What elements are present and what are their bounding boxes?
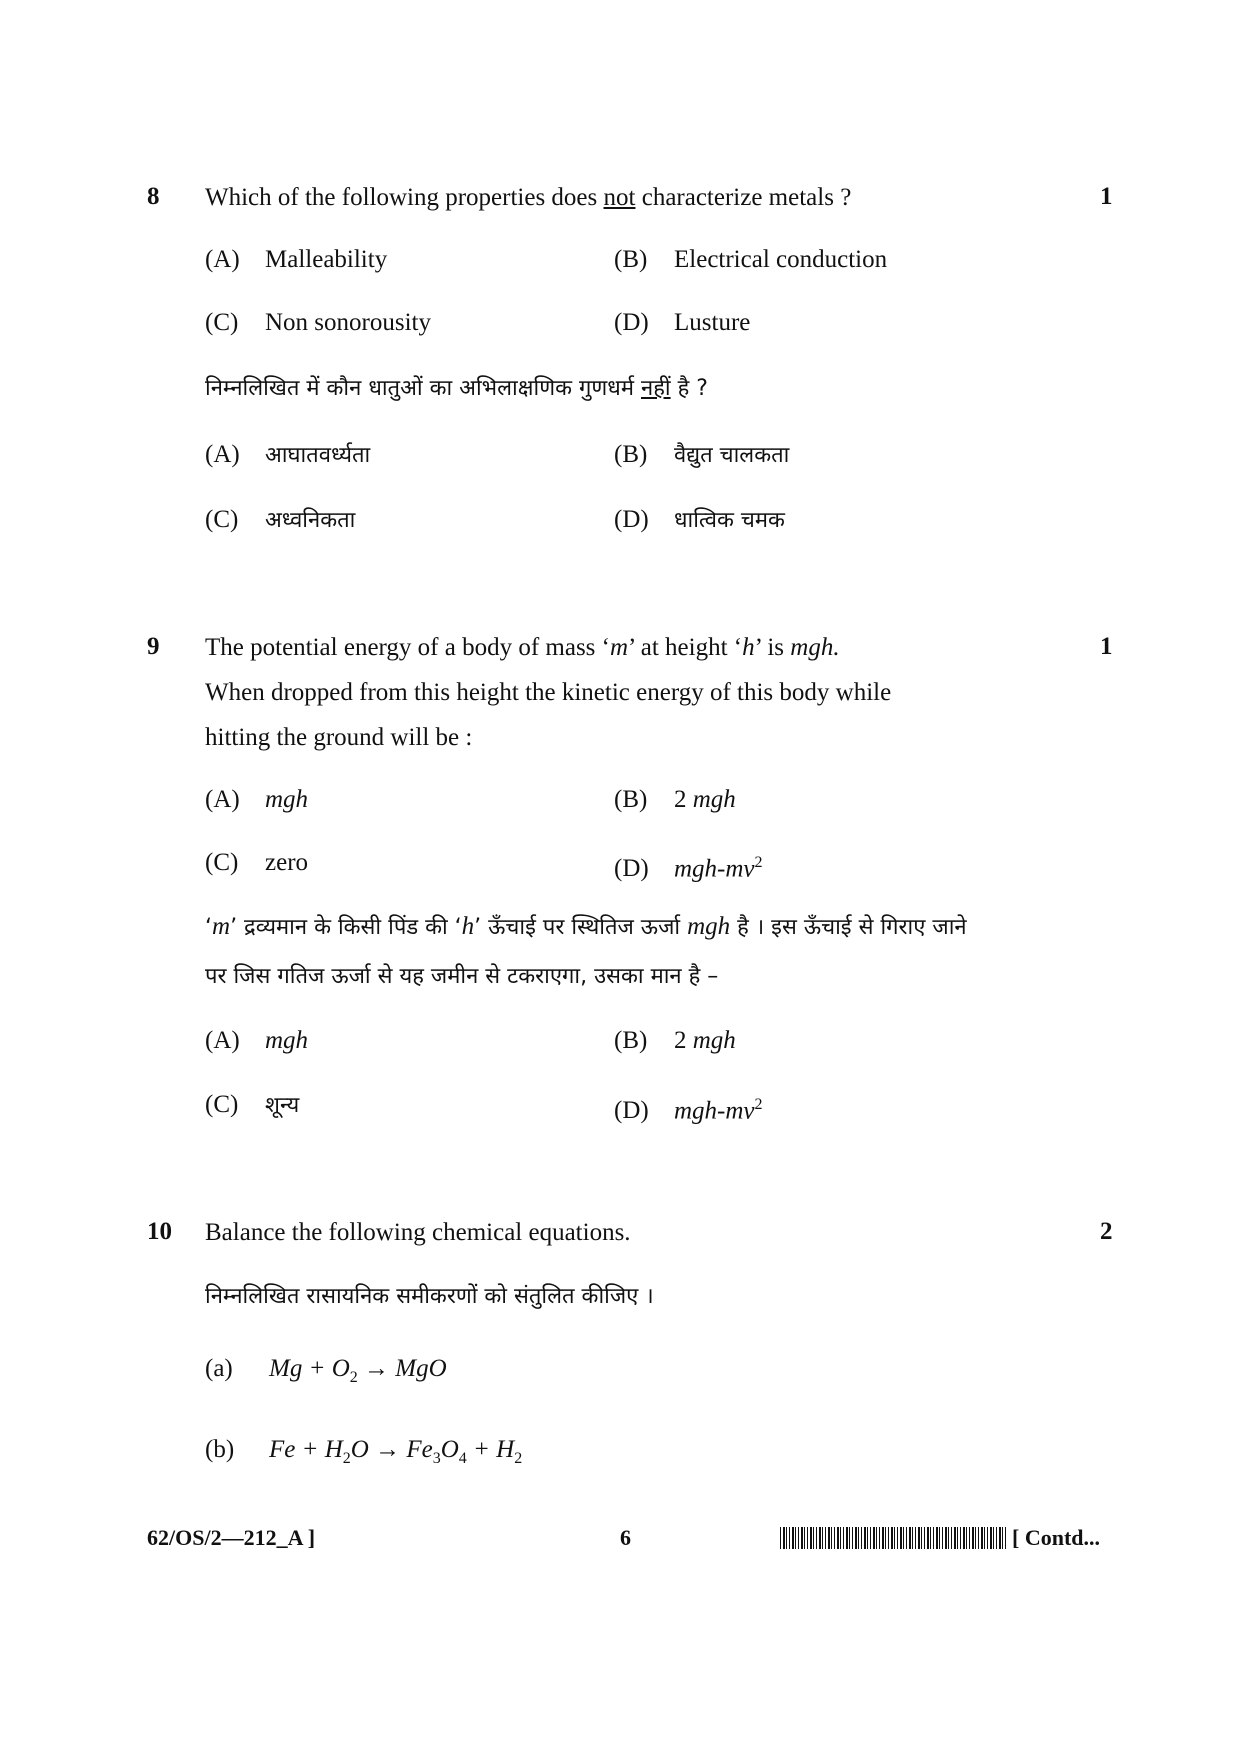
question-text-line-2: When dropped from this height the kinetic energy of this body while (205, 679, 892, 706)
question-text-line-1: The potential energy of a body of mass ‘m’ at height ‘h’ is mgh. (205, 634, 840, 661)
question-text-hindi-line-2: पर जिस गतिज ऊर्जा से यह जमीन से टकराएगा, उसका मान है – (205, 964, 719, 989)
contd-label: [ Contd... (1012, 1525, 1101, 1550)
option-b-hindi: (B) 2 mgh (614, 1027, 736, 1054)
option-b-hindi: (B) वैद्युत चालकता (614, 441, 790, 468)
question-marks: 1 (1100, 183, 1113, 210)
option-c-hindi: (C) अध्वनिकता (205, 506, 356, 533)
option-d: (D) mgh-$mv^2$ (614, 854, 763, 883)
question-number: 8 (147, 183, 160, 210)
question-text-hindi: निम्नलिखित रासायनिक समीकरणों को संतुलित कीजिए । (205, 1284, 654, 1309)
barcode (780, 1527, 1008, 1549)
equation-a: (a) $Mg + O_2$ → MgO (205, 1355, 447, 1386)
option-b: (B) 2 mgh (614, 786, 736, 813)
question-text-hindi: निम्नलिखित में कौन धातुओं का अभिलाक्षणिक गुणधर्म नहीं है ? (205, 376, 708, 401)
option-d-hindi: (D) mgh-$mv^2$ (614, 1096, 763, 1125)
option-d: (D) Lusture (614, 309, 751, 336)
option-d-hindi: (D) धात्विक चमक (614, 506, 785, 533)
option-b: (B) Electrical conduction (614, 246, 888, 273)
option-c: (C) zero (205, 849, 309, 876)
question-text: Balance the following chemical equations. (205, 1219, 631, 1246)
equation-b: (b) $Fe + H_2O \to Fe_3O_4 + H_2$ (205, 1436, 523, 1467)
option-a-hindi: (A) आघातवर्ध्यता (205, 441, 371, 468)
option-a: (A) mgh (205, 786, 309, 813)
option-c-hindi: (C) शून्य (205, 1091, 300, 1118)
option-c: (C) Non sonorousity (205, 309, 431, 336)
option-a-hindi: (A) mgh (205, 1027, 309, 1054)
option-a: (A) Malleability (205, 246, 388, 273)
question-marks: 1 (1100, 633, 1113, 660)
question-text: Which of the following properties does not characterize metals ? (205, 184, 852, 211)
page-number: 6 (620, 1525, 631, 1550)
question-text-line-3: hitting the ground will be : (205, 724, 473, 751)
paper-code: 62/OS/2—212_A ] (147, 1525, 316, 1550)
question-number: 10 (147, 1218, 172, 1245)
question-text-hindi-line-1: ‘m’ द्रव्यमान के किसी पिंड की ‘h’ ऊँचाई पर स्थितिज ऊर्जा mgh है । इस ऊँचाई से गिराए जाने (205, 913, 967, 940)
question-number: 9 (147, 633, 160, 660)
question-marks: 2 (1100, 1218, 1113, 1245)
